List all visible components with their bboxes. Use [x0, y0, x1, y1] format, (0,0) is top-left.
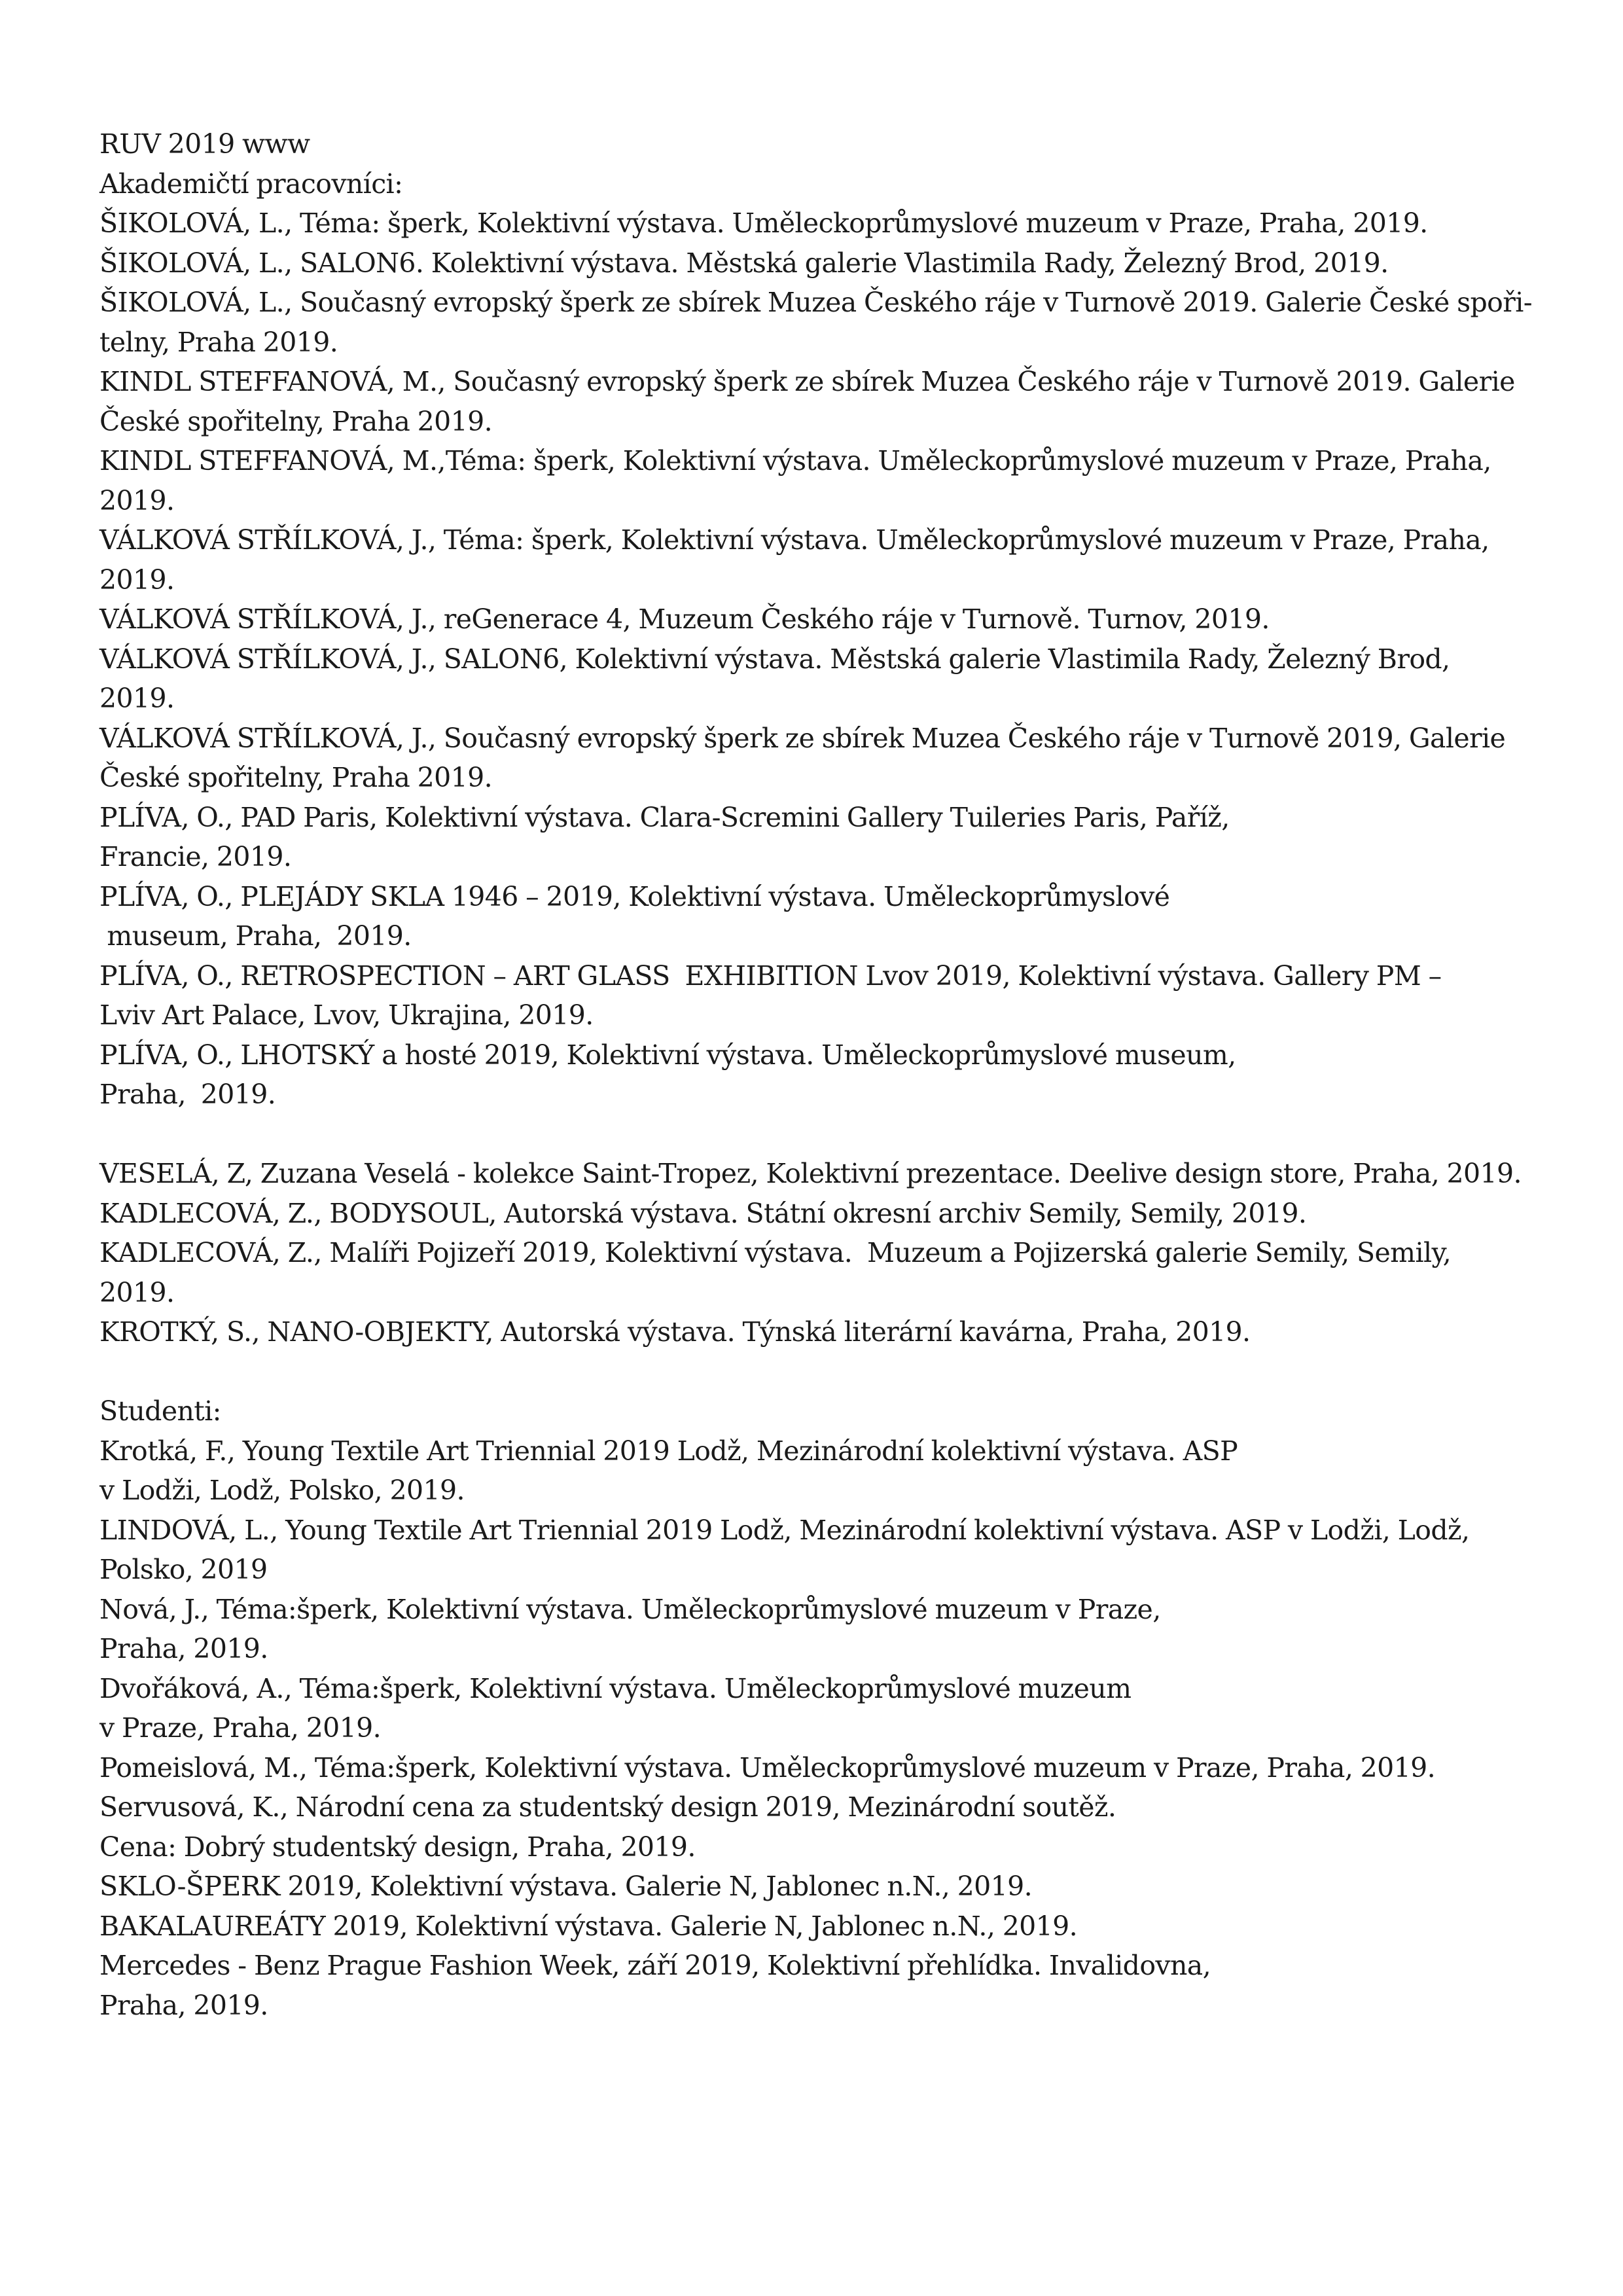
- section-heading: Akademičtí pracovníci:: [99, 168, 403, 200]
- entry: [99, 1946, 1552, 2025]
- entry-line: 2019.: [99, 484, 175, 516]
- entry-line: Krotká, F., Young Textile Art Triennial 2019 Lodž, Mezinárodní kolektivní výstava. ASP: [99, 1435, 1238, 1467]
- entry-line: KINDL STEFFANOVÁ, M., Současný evropský šperk ze sbírek Muzea Českého ráje v Turnově 2019. Galerie: [99, 366, 1515, 397]
- entry-line: Cena: Dobrý studentský design, Praha, 2019.: [99, 1831, 696, 1863]
- entry-line: Lviv Art Palace, Lvov, Ukrajina, 2019.: [99, 999, 594, 1031]
- entry-line: VÁLKOVÁ STŘÍLKOVÁ, J., SALON6, Kolektivní výstava. Městská galerie Vlastimila Rady, Železný Brod,: [99, 643, 1450, 675]
- section-academic-staff-continued: [99, 1154, 1552, 1352]
- document-header: RUV 2019 www: [99, 128, 310, 160]
- entry-line: Francie, 2019.: [99, 841, 292, 872]
- entry-line: VÁLKOVÁ STŘÍLKOVÁ, J., reGenerace 4, Muzeum Českého ráje v Turnově. Turnov, 2019.: [99, 603, 1270, 635]
- entry-line: Dvořáková, A., Téma:šperk, Kolektivní výstava. Uměleckoprůmyslové muzeum: [99, 1672, 1132, 1704]
- entry-line: PLÍVA, O., RETROSPECTION – ART GLASS EXHIBITION Lvov 2019, Kolektivní výstava. Gallery PM –: [99, 960, 1442, 992]
- entry-line: ŠIKOLOVÁ, L., Současný evropský šperk ze sbírek Muzea Českého ráje v Turnově 2019. Galerie České spoři-: [99, 287, 1533, 318]
- entry: [99, 204, 1552, 243]
- entry-line: LINDOVÁ, L., Young Textile Art Triennial 2019 Lodž, Mezinárodní kolektivní výstava. ASP v Lodži, Lodž,: [99, 1514, 1470, 1546]
- entry-line: Praha, 2019.: [99, 1633, 268, 1664]
- entry: [99, 243, 1552, 283]
- entry-line: VESELÁ, Z, Zuzana Veselá - kolekce Saint-Tropez, Kolektivní prezentace. Deelive design store, Praha, 2019.: [99, 1158, 1522, 1189]
- entry-line: museum, Praha, 2019.: [99, 920, 412, 952]
- entry: [99, 639, 1552, 719]
- entry-line: České spořitelny, Praha 2019.: [99, 405, 493, 437]
- entry: [99, 283, 1552, 362]
- entry-line: VÁLKOVÁ STŘÍLKOVÁ, J., Téma: šperk, Kolektivní výstava. Uměleckoprůmyslové muzeum v Praze, Praha,: [99, 524, 1489, 556]
- entry: [99, 1312, 1552, 1352]
- entry: [99, 1194, 1552, 1234]
- section-academic-staff: [99, 164, 1552, 1115]
- entry: [99, 1907, 1552, 1946]
- entry: [99, 1233, 1552, 1312]
- entry: [99, 1748, 1552, 1788]
- entry-line: Servusová, K., Národní cena za studentský design 2019, Mezinárodní soutěž.: [99, 1791, 1116, 1823]
- entry: [99, 1590, 1552, 1669]
- entry-line: 2019.: [99, 683, 175, 714]
- entry-line: 2019.: [99, 564, 175, 596]
- entry: [99, 441, 1552, 520]
- entry: [99, 600, 1552, 639]
- entry-line: České spořitelny, Praha 2019.: [99, 762, 493, 793]
- entry-line: telny, Praha 2019.: [99, 326, 338, 358]
- entry-line: Pomeislová, M., Téma:šperk, Kolektivní výstava. Uměleckoprůmyslové muzeum v Praze, Praha, 2019.: [99, 1751, 1436, 1784]
- entry-line: v Lodži, Lodž, Polsko, 2019.: [99, 1475, 465, 1506]
- entry-line: Polsko, 2019: [99, 1554, 268, 1585]
- entry: [99, 1669, 1552, 1748]
- entry: [99, 1787, 1552, 1867]
- entry: [99, 956, 1552, 1035]
- entry: [99, 877, 1552, 956]
- entry-line: PLÍVA, O., LHOTSKÝ a hosté 2019, Kolektivní výstava. Uměleckoprůmyslové museum,: [99, 1039, 1236, 1071]
- entry: [99, 1431, 1552, 1511]
- entry-line: Nová, J., Téma:šperk, Kolektivní výstava. Uměleckoprůmyslové muzeum v Praze,: [99, 1593, 1161, 1625]
- entry-line: KROTKÝ, S., NANO-OBJEKTY, Autorská výstava. Týnská literární kavárna, Praha, 2019.: [99, 1316, 1251, 1348]
- section-students: [99, 1391, 1552, 2025]
- section-heading: Studenti:: [99, 1395, 221, 1427]
- entry-line: KINDL STEFFANOVÁ, M.,Téma: šperk, Kolektivní výstava. Uměleckoprůmyslové muzeum v Praze, Praha,: [99, 445, 1491, 476]
- entry-line: PLÍVA, O., PLEJÁDY SKLA 1946 – 2019, Kolektivní výstava. Uměleckoprůmyslové: [99, 880, 1170, 912]
- entry-line: v Praze, Praha, 2019.: [99, 1712, 382, 1744]
- entry-line: KADLECOVÁ, Z., BODYSOUL, Autorská výstava. Státní okresní archiv Semily, Semily, 2019.: [99, 1197, 1307, 1229]
- entry-line: Praha, 2019.: [99, 1989, 268, 2021]
- entry-line: Mercedes - Benz Prague Fashion Week, září 2019, Kolektivní přehlídka. Invalidovna,: [99, 1950, 1211, 1981]
- entry-line: SKLO-ŠPERK 2019, Kolektivní výstava. Galerie N, Jablonec n.N., 2019.: [99, 1871, 1032, 1902]
- entry-line: ŠIKOLOVÁ, L., Téma: šperk, Kolektivní výstava. Uměleckoprůmyslové muzeum v Praze, Praha, 2019.: [99, 207, 1428, 239]
- entry: [99, 1035, 1552, 1115]
- entry-line: PLÍVA, O., PAD Paris, Kolektivní výstava. Clara-Scremini Gallery Tuileries Paris, Paříž,: [99, 801, 1230, 833]
- blank-line: [99, 1352, 1552, 1392]
- entry: [99, 1154, 1552, 1194]
- entry-line: KADLECOVÁ, Z., Malíři Pojizeří 2019, Kolektivní výstava. Muzeum a Pojizerská galerie Semily, Semily,: [99, 1237, 1452, 1268]
- blank-line: [99, 1115, 1552, 1155]
- entry: [99, 520, 1552, 600]
- entry: [99, 719, 1552, 798]
- entry-line: BAKALAUREÁTY 2019, Kolektivní výstava. Galerie N, Jablonec n.N., 2019.: [99, 1910, 1078, 1942]
- entry-line: Praha, 2019.: [99, 1079, 276, 1110]
- entry: [99, 1867, 1552, 1907]
- entry-line: 2019.: [99, 1276, 175, 1308]
- entry-line: ŠIKOLOVÁ, L., SALON6. Kolektivní výstava. Městská galerie Vlastimila Rady, Železný Brod, 2019.: [99, 247, 1389, 279]
- entry: [99, 1511, 1552, 1590]
- document-text: [99, 124, 1552, 2025]
- entry: [99, 798, 1552, 877]
- entry: [99, 362, 1552, 441]
- entry-line: VÁLKOVÁ STŘÍLKOVÁ, J., Současný evropský šperk ze sbírek Muzea Českého ráje v Turnově 2019, Galerie: [99, 722, 1506, 754]
